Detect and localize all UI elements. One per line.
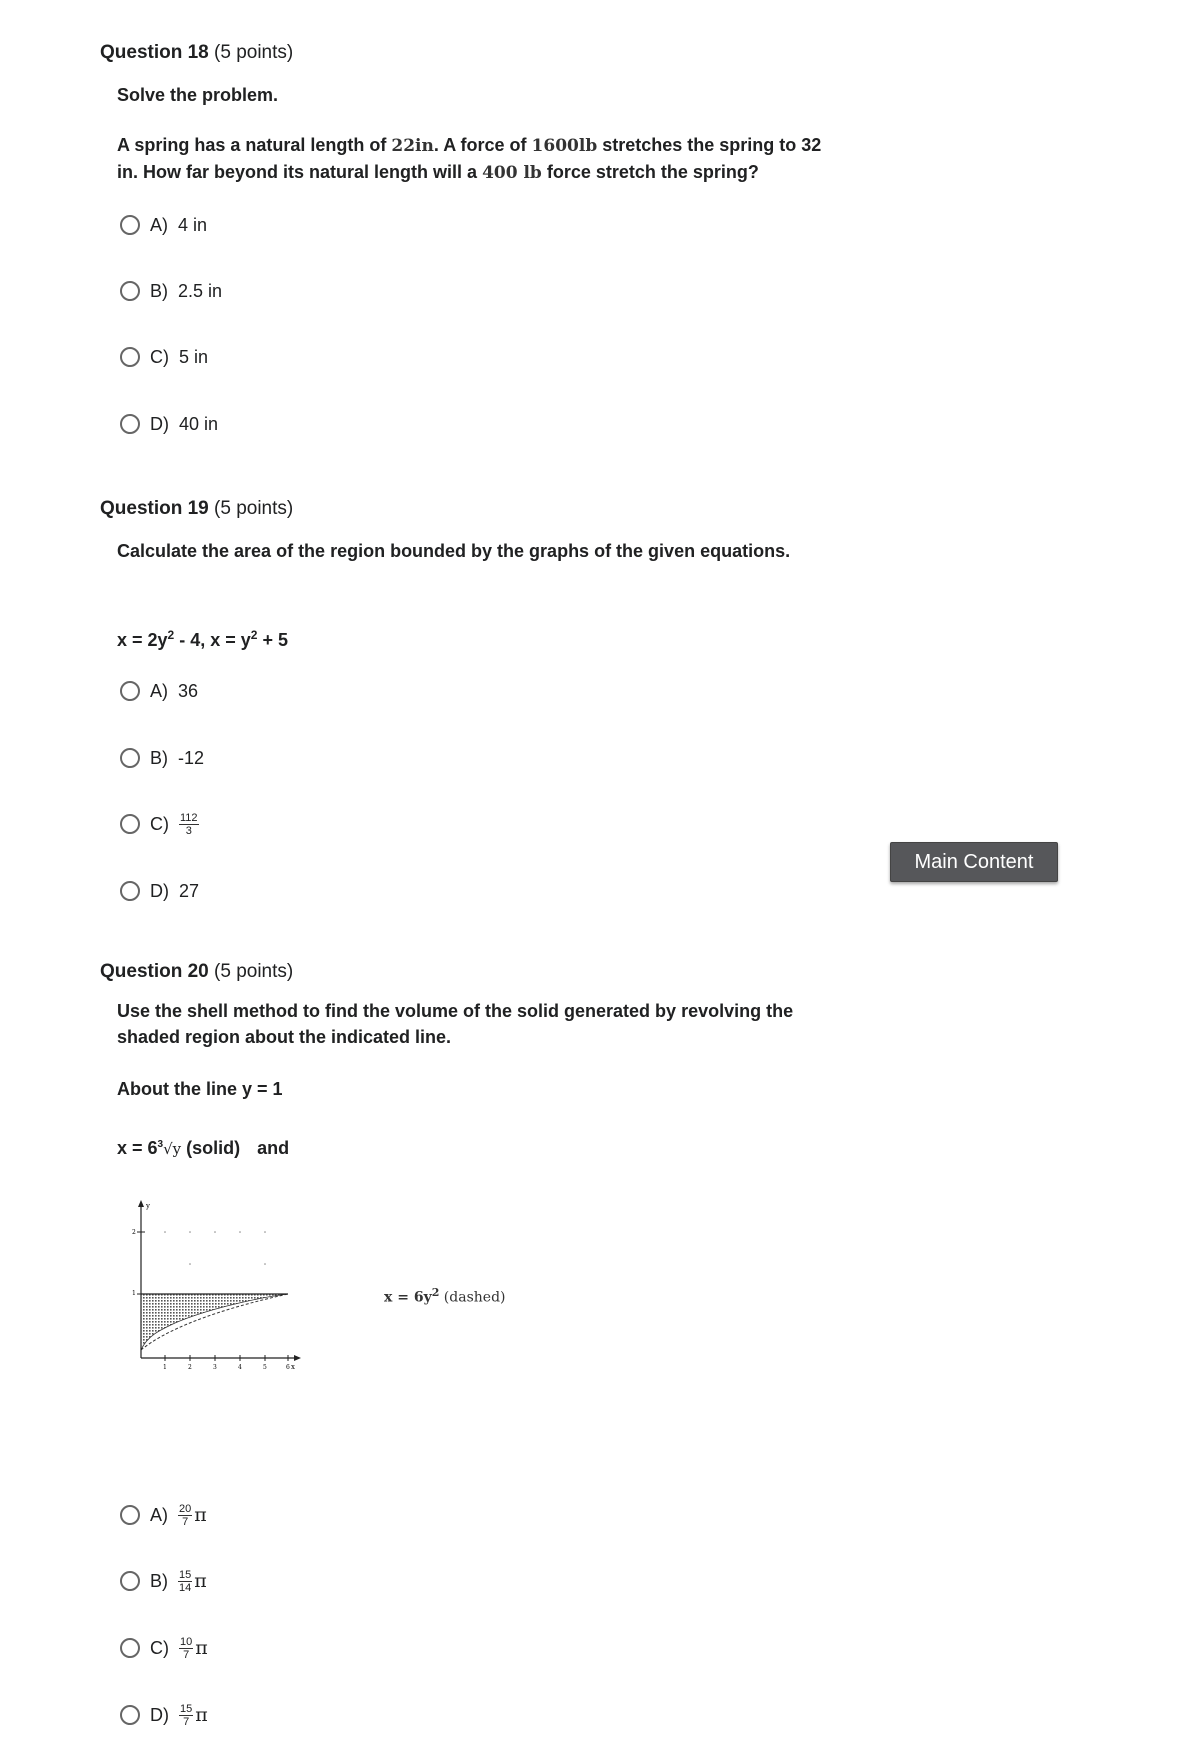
root-symbol: √y xyxy=(163,1140,182,1158)
shell-method-graph xyxy=(125,1198,305,1378)
radio-button[interactable] xyxy=(120,814,140,834)
question-points: (5 points) xyxy=(214,498,294,519)
radio-button[interactable] xyxy=(120,414,140,434)
q19-option-b[interactable] xyxy=(120,743,204,773)
option-letter: D) xyxy=(150,413,169,434)
option-letter: A) xyxy=(150,680,168,701)
x-tick-label: 3 xyxy=(213,1364,217,1371)
x-axis-label: x xyxy=(291,1363,295,1371)
curve-text: x = 6 xyxy=(117,1138,158,1158)
option-value: -12 xyxy=(178,747,205,768)
eq-exponent: 2 xyxy=(167,628,175,642)
curve-and: and xyxy=(257,1138,290,1158)
radio-button[interactable] xyxy=(120,347,140,367)
q18-option-d[interactable] xyxy=(120,409,218,439)
option-fraction xyxy=(178,1569,192,1594)
main-content-button[interactable]: Main Content xyxy=(890,842,1058,882)
instruction-line: shaded region about the indicated line. xyxy=(117,1027,452,1047)
question-20-curve xyxy=(117,1132,289,1162)
q19-option-c[interactable] xyxy=(120,809,199,839)
option-fraction xyxy=(179,812,199,837)
option-value: 2.5 in xyxy=(178,280,223,301)
fraction-denominator: 3 xyxy=(185,824,192,837)
option-letter: A) xyxy=(150,1504,168,1525)
radio-button[interactable] xyxy=(120,1505,140,1525)
fraction-denominator: 7 xyxy=(183,1648,190,1661)
q18-option-a[interactable] xyxy=(120,210,207,240)
question-number: Question 18 xyxy=(100,42,209,63)
radio-button[interactable] xyxy=(120,748,140,768)
question-points: (5 points) xyxy=(214,961,294,982)
question-19-title xyxy=(100,498,293,520)
eq-part: x = 2y xyxy=(117,630,168,650)
question-number: Question 19 xyxy=(100,498,209,519)
q18-text-e: force stretch the spring? xyxy=(546,162,759,182)
option-letter: B) xyxy=(150,280,168,301)
q18-force2-value: 400 lb xyxy=(482,163,542,183)
eq-part: - 4, x = y xyxy=(174,630,251,650)
eq-part: + 5 xyxy=(257,630,288,650)
fraction-denominator: 7 xyxy=(183,1715,190,1728)
question-points: (5 points) xyxy=(214,42,294,63)
instruction-line: Use the shell method to find the volume of the solid generated by revolving the xyxy=(117,1001,794,1021)
fraction-denominator: 14 xyxy=(179,1581,192,1594)
dashed-label-exponent: 2 xyxy=(431,1286,440,1299)
question-18-instruction: Solve the problem. xyxy=(117,85,279,105)
fraction-denominator: 7 xyxy=(182,1515,189,1528)
dashed-label-text: (dashed) xyxy=(439,1289,506,1306)
option-fraction xyxy=(179,1703,193,1728)
q20-option-b[interactable] xyxy=(120,1566,207,1596)
radio-button[interactable] xyxy=(120,881,140,901)
x-tick-label: 5 xyxy=(263,1364,267,1371)
q18-text-d: in. How far beyond its natural length will a xyxy=(117,162,478,182)
question-20-about-line: About the line y = 1 xyxy=(117,1079,283,1099)
option-value: 27 xyxy=(179,880,200,901)
pi-symbol: π xyxy=(195,1637,208,1659)
dashed-curve-label xyxy=(384,1286,506,1306)
y-axis-label: y xyxy=(146,1202,150,1210)
option-value: 40 in xyxy=(179,413,219,434)
y-tick-label: 1 xyxy=(132,1290,136,1297)
q18-text-a: A spring has a natural length of xyxy=(117,135,387,155)
question-number: Question 20 xyxy=(100,961,209,982)
root-index: 3 xyxy=(157,1139,164,1150)
dashed-label-text: x = 6y xyxy=(384,1289,432,1306)
q18-text-b: . A force of xyxy=(433,135,527,155)
eq-exponent: 2 xyxy=(250,628,258,642)
shaded-region xyxy=(141,1294,288,1350)
q18-option-b[interactable] xyxy=(120,276,222,306)
option-letter: A) xyxy=(150,214,168,235)
q20-option-a[interactable] xyxy=(120,1500,207,1530)
q19-option-a[interactable] xyxy=(120,676,198,706)
option-letter: D) xyxy=(150,1704,169,1725)
option-fraction xyxy=(179,1636,193,1661)
fraction-numerator: 10 xyxy=(180,1635,193,1648)
y-tick-label: 2 xyxy=(132,1229,136,1236)
option-letter: B) xyxy=(150,1570,168,1591)
fraction-numerator: 15 xyxy=(180,1702,193,1715)
option-letter: B) xyxy=(150,747,168,768)
question-19-equation xyxy=(117,622,288,653)
option-letter: D) xyxy=(150,880,169,901)
pi-symbol: π xyxy=(194,1570,207,1592)
question-18-text xyxy=(117,132,837,186)
option-fraction xyxy=(178,1503,192,1528)
radio-button[interactable] xyxy=(120,215,140,235)
curve-text: (solid) xyxy=(181,1138,241,1158)
x-tick-label: 1 xyxy=(163,1364,167,1371)
radio-button[interactable] xyxy=(120,1638,140,1658)
fraction-numerator: 20 xyxy=(179,1502,192,1515)
option-letter: C) xyxy=(150,1637,169,1658)
x-tick-label: 6 xyxy=(286,1364,290,1371)
q20-option-d[interactable] xyxy=(120,1700,208,1730)
fraction-numerator: 112 xyxy=(180,811,198,824)
radio-button[interactable] xyxy=(120,1705,140,1725)
q18-length-value: 22in xyxy=(391,136,434,156)
x-tick-label: 2 xyxy=(188,1364,192,1371)
q18-force1-value: 1600lb xyxy=(531,136,598,156)
question-18-title xyxy=(100,42,293,64)
pi-symbol: π xyxy=(194,1504,207,1526)
option-letter: C) xyxy=(150,813,169,834)
option-value: 5 in xyxy=(179,346,209,367)
q19-option-d[interactable] xyxy=(120,876,199,906)
x-tick-label: 4 xyxy=(238,1364,242,1371)
question-20-title xyxy=(100,961,293,983)
radio-button[interactable] xyxy=(120,1571,140,1591)
q18-option-c[interactable] xyxy=(120,342,208,372)
question-20-instruction xyxy=(117,998,837,1050)
q18-text-c: stretches the spring to 32 xyxy=(602,135,822,155)
q20-option-c[interactable] xyxy=(120,1633,208,1663)
option-letter: C) xyxy=(150,346,169,367)
radio-button[interactable] xyxy=(120,681,140,701)
question-19-instruction: Calculate the area of the region bounded by the graphs of the given equations. xyxy=(117,541,791,561)
pi-symbol: π xyxy=(195,1704,208,1726)
option-value: 4 in xyxy=(178,214,208,235)
option-value: 36 xyxy=(178,680,199,701)
radio-button[interactable] xyxy=(120,281,140,301)
fraction-numerator: 15 xyxy=(179,1568,192,1581)
